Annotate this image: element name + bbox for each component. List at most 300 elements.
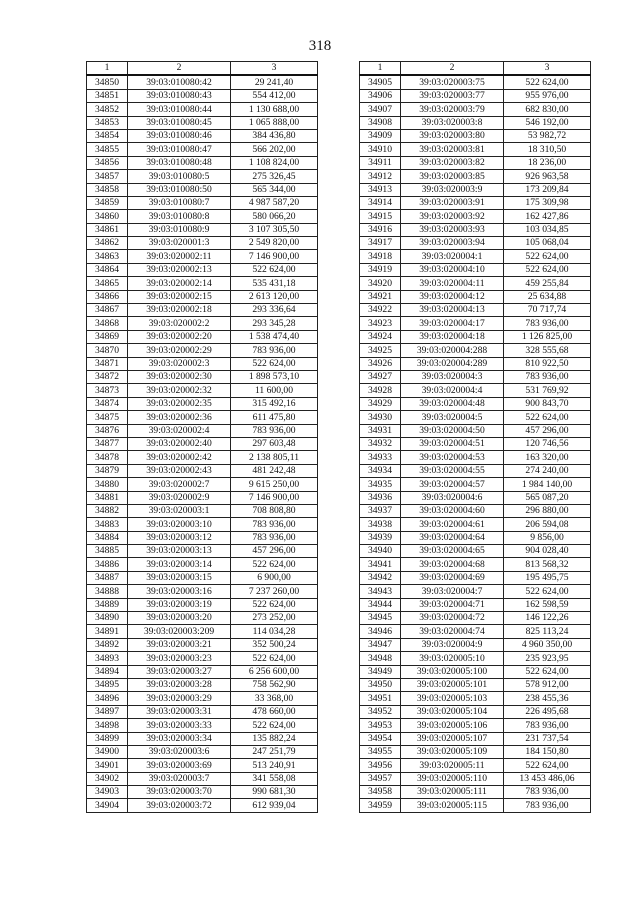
table-row <box>87 451 318 464</box>
table-row <box>360 277 591 290</box>
value-cell: 18 310,50 <box>504 143 591 156</box>
cadastral-number-cell: 39:03:020003:31 <box>128 705 231 718</box>
table-row <box>360 103 591 116</box>
table-row <box>87 397 318 410</box>
value-cell: 7 237 260,00 <box>231 585 318 598</box>
table-row <box>360 330 591 343</box>
table-row <box>87 304 318 317</box>
row-number-cell: 34934 <box>360 464 401 477</box>
register-table-left <box>86 61 318 813</box>
cadastral-number-cell: 39:03:020003:80 <box>401 129 504 142</box>
value-cell: 531 769,92 <box>504 384 591 397</box>
value-cell: 2 613 120,00 <box>231 290 318 303</box>
value-cell: 904 028,40 <box>504 545 591 558</box>
table-row <box>87 772 318 785</box>
row-number-cell: 34915 <box>360 210 401 223</box>
value-cell: 926 963,58 <box>504 170 591 183</box>
row-number-cell: 34929 <box>360 397 401 410</box>
value-cell: 522 624,00 <box>231 263 318 276</box>
table-row <box>360 183 591 196</box>
value-cell: 114 034,28 <box>231 625 318 638</box>
value-cell: 3 107 305,50 <box>231 223 318 236</box>
value-cell: 783 936,00 <box>504 317 591 330</box>
cadastral-number-cell: 39:03:020003:1 <box>128 504 231 517</box>
value-cell: 565 344,00 <box>231 183 318 196</box>
table-row <box>360 304 591 317</box>
row-number-cell: 34907 <box>360 103 401 116</box>
row-number-cell: 34945 <box>360 612 401 625</box>
table-row <box>87 598 318 611</box>
row-number-cell: 34877 <box>87 437 128 450</box>
cadastral-number-cell: 39:03:020003:72 <box>128 799 231 812</box>
table-row <box>87 665 318 678</box>
row-number-cell: 34891 <box>87 625 128 638</box>
table-row <box>360 652 591 665</box>
row-number-cell: 34935 <box>360 478 401 491</box>
value-cell: 247 251,79 <box>231 745 318 758</box>
table-row <box>360 156 591 169</box>
table-row <box>360 678 591 691</box>
table-row <box>87 786 318 799</box>
table-row <box>87 464 318 477</box>
row-number-cell: 34939 <box>360 531 401 544</box>
table-row <box>87 652 318 665</box>
row-number-cell: 34879 <box>87 464 128 477</box>
row-number-cell: 34920 <box>360 277 401 290</box>
table-row <box>360 237 591 250</box>
row-number-cell: 34886 <box>87 558 128 571</box>
table-row <box>87 585 318 598</box>
cadastral-number-cell: 39:03:020004:7 <box>401 585 504 598</box>
value-cell: 103 034,85 <box>504 223 591 236</box>
cadastral-number-cell: 39:03:020003:23 <box>128 652 231 665</box>
cadastral-number-cell: 39:03:020003:82 <box>401 156 504 169</box>
cadastral-number-cell: 39:03:020004:50 <box>401 424 504 437</box>
row-number-cell: 34926 <box>360 357 401 370</box>
table-row <box>360 531 591 544</box>
value-cell: 522 624,00 <box>231 558 318 571</box>
value-cell: 195 495,75 <box>504 571 591 584</box>
cadastral-number-cell: 39:03:020005:11 <box>401 759 504 772</box>
row-number-cell: 34876 <box>87 424 128 437</box>
table-row <box>87 437 318 450</box>
table-row <box>87 719 318 732</box>
table-row <box>87 210 318 223</box>
value-cell: 18 236,00 <box>504 156 591 169</box>
table-row <box>87 612 318 625</box>
table-row <box>360 518 591 531</box>
cadastral-number-cell: 39:03:020004:13 <box>401 304 504 317</box>
value-cell: 783 936,00 <box>231 424 318 437</box>
cadastral-number-cell: 39:03:010080:42 <box>128 75 231 89</box>
row-number-cell: 34893 <box>87 652 128 665</box>
table-row <box>87 759 318 772</box>
row-number-cell: 34899 <box>87 732 128 745</box>
table-row <box>87 237 318 250</box>
row-number-cell: 34950 <box>360 678 401 691</box>
table-row <box>360 344 591 357</box>
row-number-cell: 34896 <box>87 692 128 705</box>
value-cell: 274 240,00 <box>504 464 591 477</box>
value-cell: 341 558,08 <box>231 772 318 785</box>
table-row <box>360 625 591 638</box>
table-row <box>87 116 318 129</box>
cadastral-number-cell: 39:03:020005:103 <box>401 692 504 705</box>
table-row <box>87 545 318 558</box>
table-row <box>87 370 318 383</box>
row-number-cell: 34910 <box>360 143 401 156</box>
row-number-cell: 34922 <box>360 304 401 317</box>
table-row <box>87 196 318 209</box>
row-number-cell: 34888 <box>87 585 128 598</box>
row-number-cell: 34872 <box>87 370 128 383</box>
row-number-cell: 34857 <box>87 170 128 183</box>
cadastral-number-cell: 39:03:010080:9 <box>128 223 231 236</box>
row-number-cell: 34912 <box>360 170 401 183</box>
value-cell: 546 192,00 <box>504 116 591 129</box>
table-row <box>360 290 591 303</box>
table-row <box>360 545 591 558</box>
value-cell: 6 900,00 <box>231 571 318 584</box>
row-number-cell: 34925 <box>360 344 401 357</box>
value-cell: 1 108 824,00 <box>231 156 318 169</box>
row-number-cell: 34867 <box>87 304 128 317</box>
value-cell: 238 455,36 <box>504 692 591 705</box>
header-col-2: 2 <box>401 62 504 76</box>
row-number-cell: 34869 <box>87 330 128 343</box>
table-row <box>87 625 318 638</box>
value-cell: 522 624,00 <box>504 250 591 263</box>
cadastral-number-cell: 39:03:010080:44 <box>128 103 231 116</box>
row-number-cell: 34866 <box>87 290 128 303</box>
value-cell: 352 500,24 <box>231 638 318 651</box>
cadastral-number-cell: 39:03:020004:48 <box>401 397 504 410</box>
cadastral-number-cell: 39:03:020004:72 <box>401 612 504 625</box>
row-number-cell: 34898 <box>87 719 128 732</box>
row-number-cell: 34873 <box>87 384 128 397</box>
value-cell: 580 066,20 <box>231 210 318 223</box>
cadastral-number-cell: 39:03:020003:85 <box>401 170 504 183</box>
table-row <box>87 317 318 330</box>
value-cell: 758 562,90 <box>231 678 318 691</box>
table-row <box>360 692 591 705</box>
row-number-cell: 34900 <box>87 745 128 758</box>
cadastral-number-cell: 39:03:020003:27 <box>128 665 231 678</box>
cadastral-number-cell: 39:03:020001:3 <box>128 237 231 250</box>
cadastral-number-cell: 39:03:020003:69 <box>128 759 231 772</box>
header-col-1: 1 <box>360 62 401 76</box>
value-cell: 1 126 825,00 <box>504 330 591 343</box>
row-number-cell: 34913 <box>360 183 401 196</box>
cadastral-number-cell: 39:03:020004:69 <box>401 571 504 584</box>
row-number-cell: 34874 <box>87 397 128 410</box>
row-number-cell: 34850 <box>87 75 128 89</box>
table-row <box>87 103 318 116</box>
table-row <box>360 571 591 584</box>
cadastral-number-cell: 39:03:020003:21 <box>128 638 231 651</box>
value-cell: 33 368,00 <box>231 692 318 705</box>
cadastral-number-cell: 39:03:020002:9 <box>128 491 231 504</box>
value-cell: 173 209,84 <box>504 183 591 196</box>
cadastral-number-cell: 39:03:010080:47 <box>128 143 231 156</box>
cadastral-number-cell: 39:03:020002:32 <box>128 384 231 397</box>
value-cell: 612 939,04 <box>231 799 318 812</box>
table-row <box>360 464 591 477</box>
table-row <box>87 478 318 491</box>
row-number-cell: 34931 <box>360 424 401 437</box>
row-number-cell: 34859 <box>87 196 128 209</box>
cadastral-number-cell: 39:03:020002:40 <box>128 437 231 450</box>
value-cell: 105 068,04 <box>504 237 591 250</box>
cadastral-number-cell: 39:03:020004:5 <box>401 411 504 424</box>
value-cell: 1 130 688,00 <box>231 103 318 116</box>
row-number-cell: 34875 <box>87 411 128 424</box>
table-row <box>87 424 318 437</box>
cadastral-number-cell: 39:03:020005:106 <box>401 719 504 732</box>
cadastral-number-cell: 39:03:020002:14 <box>128 277 231 290</box>
table-row <box>360 504 591 517</box>
cadastral-number-cell: 39:03:020005:110 <box>401 772 504 785</box>
row-number-cell: 34940 <box>360 545 401 558</box>
table-row <box>87 250 318 263</box>
value-cell: 459 255,84 <box>504 277 591 290</box>
row-number-cell: 34863 <box>87 250 128 263</box>
value-cell: 457 296,00 <box>231 545 318 558</box>
header-row <box>360 62 591 76</box>
cadastral-number-cell: 39:03:020002:30 <box>128 370 231 383</box>
cadastral-number-cell: 39:03:020005:115 <box>401 799 504 812</box>
value-cell: 783 936,00 <box>504 370 591 383</box>
header-col-3: 3 <box>504 62 591 76</box>
row-number-cell: 34881 <box>87 491 128 504</box>
table-row <box>87 504 318 517</box>
cadastral-number-cell: 39:03:020004:3 <box>401 370 504 383</box>
value-cell: 783 936,00 <box>231 518 318 531</box>
row-number-cell: 34918 <box>360 250 401 263</box>
table-row <box>87 170 318 183</box>
cadastral-number-cell: 39:03:020002:2 <box>128 317 231 330</box>
table-row <box>360 357 591 370</box>
value-cell: 783 936,00 <box>504 786 591 799</box>
table-row <box>360 223 591 236</box>
table-row <box>87 692 318 705</box>
value-cell: 522 624,00 <box>504 263 591 276</box>
value-cell: 13 453 486,06 <box>504 772 591 785</box>
value-cell: 226 495,68 <box>504 705 591 718</box>
cadastral-number-cell: 39:03:020005:104 <box>401 705 504 718</box>
cadastral-number-cell: 39:03:020004:74 <box>401 625 504 638</box>
row-number-cell: 34916 <box>360 223 401 236</box>
value-cell: 315 492,16 <box>231 397 318 410</box>
cadastral-number-cell: 39:03:020003:70 <box>128 786 231 799</box>
table-row <box>87 411 318 424</box>
cadastral-number-cell: 39:03:010080:7 <box>128 196 231 209</box>
cadastral-number-cell: 39:03:020003:209 <box>128 625 231 638</box>
value-cell: 184 150,80 <box>504 745 591 758</box>
row-number-cell: 34868 <box>87 317 128 330</box>
row-number-cell: 34855 <box>87 143 128 156</box>
table-row <box>360 478 591 491</box>
table-row <box>360 411 591 424</box>
table-row <box>360 451 591 464</box>
table-row <box>87 571 318 584</box>
value-cell: 4 960 350,00 <box>504 638 591 651</box>
table-row <box>87 678 318 691</box>
value-cell: 275 326,45 <box>231 170 318 183</box>
row-number-cell: 34954 <box>360 732 401 745</box>
cadastral-number-cell: 39:03:020002:36 <box>128 411 231 424</box>
value-cell: 7 146 900,00 <box>231 491 318 504</box>
row-number-cell: 34871 <box>87 357 128 370</box>
row-number-cell: 34853 <box>87 116 128 129</box>
table-row <box>360 263 591 276</box>
row-number-cell: 34895 <box>87 678 128 691</box>
row-number-cell: 34852 <box>87 103 128 116</box>
cadastral-number-cell: 39:03:020003:7 <box>128 772 231 785</box>
cadastral-number-cell: 39:03:020003:19 <box>128 598 231 611</box>
cadastral-number-cell: 39:03:020002:4 <box>128 424 231 437</box>
cadastral-number-cell: 39:03:020003:29 <box>128 692 231 705</box>
row-number-cell: 34892 <box>87 638 128 651</box>
cadastral-number-cell: 39:03:020004:57 <box>401 478 504 491</box>
value-cell: 783 936,00 <box>231 531 318 544</box>
table-row <box>87 183 318 196</box>
cadastral-number-cell: 39:03:020003:13 <box>128 545 231 558</box>
value-cell: 522 624,00 <box>231 652 318 665</box>
value-cell: 955 976,00 <box>504 89 591 102</box>
table-row <box>360 196 591 209</box>
value-cell: 522 624,00 <box>231 357 318 370</box>
table-row <box>360 437 591 450</box>
value-cell: 162 427,86 <box>504 210 591 223</box>
value-cell: 565 087,20 <box>504 491 591 504</box>
value-cell: 1 065 888,00 <box>231 116 318 129</box>
value-cell: 135 882,24 <box>231 732 318 745</box>
row-number-cell: 34880 <box>87 478 128 491</box>
row-number-cell: 34957 <box>360 772 401 785</box>
value-cell: 293 345,28 <box>231 317 318 330</box>
cadastral-number-cell: 39:03:020005:107 <box>401 732 504 745</box>
row-number-cell: 34917 <box>360 237 401 250</box>
value-cell: 682 830,00 <box>504 103 591 116</box>
table-row <box>360 397 591 410</box>
value-cell: 9 615 250,00 <box>231 478 318 491</box>
table-row <box>360 732 591 745</box>
cadastral-number-cell: 39:03:020003:20 <box>128 612 231 625</box>
cadastral-number-cell: 39:03:020002:29 <box>128 344 231 357</box>
row-number-cell: 34887 <box>87 571 128 584</box>
value-cell: 235 923,95 <box>504 652 591 665</box>
cadastral-number-cell: 39:03:020004:68 <box>401 558 504 571</box>
row-number-cell: 34928 <box>360 384 401 397</box>
row-number-cell: 34921 <box>360 290 401 303</box>
table-row <box>87 330 318 343</box>
value-cell: 273 252,00 <box>231 612 318 625</box>
header-col-1: 1 <box>87 62 128 76</box>
table-row <box>87 384 318 397</box>
value-cell: 522 624,00 <box>231 719 318 732</box>
table-row <box>87 705 318 718</box>
table-row <box>360 370 591 383</box>
value-cell: 1 538 474,40 <box>231 330 318 343</box>
row-number-cell: 34941 <box>360 558 401 571</box>
value-cell: 810 922,50 <box>504 357 591 370</box>
row-number-cell: 34944 <box>360 598 401 611</box>
table-row <box>360 799 591 812</box>
row-number-cell: 34947 <box>360 638 401 651</box>
row-number-cell: 34932 <box>360 437 401 450</box>
cadastral-number-cell: 39:03:010080:43 <box>128 89 231 102</box>
cadastral-number-cell: 39:03:020004:71 <box>401 598 504 611</box>
row-number-cell: 34901 <box>87 759 128 772</box>
row-number-cell: 34914 <box>360 196 401 209</box>
table-row <box>87 531 318 544</box>
row-number-cell: 34885 <box>87 545 128 558</box>
value-cell: 2 138 805,11 <box>231 451 318 464</box>
row-number-cell: 34930 <box>360 411 401 424</box>
table-row <box>87 89 318 102</box>
row-number-cell: 34864 <box>87 263 128 276</box>
cadastral-number-cell: 39:03:010080:46 <box>128 129 231 142</box>
cadastral-number-cell: 39:03:020003:10 <box>128 518 231 531</box>
row-number-cell: 34909 <box>360 129 401 142</box>
cadastral-number-cell: 39:03:020003:77 <box>401 89 504 102</box>
value-cell: 163 320,00 <box>504 451 591 464</box>
cadastral-number-cell: 39:03:020003:28 <box>128 678 231 691</box>
table-row <box>87 638 318 651</box>
value-cell: 481 242,48 <box>231 464 318 477</box>
cadastral-number-cell: 39:03:020004:55 <box>401 464 504 477</box>
row-number-cell: 34911 <box>360 156 401 169</box>
value-cell: 328 555,68 <box>504 344 591 357</box>
cadastral-number-cell: 39:03:020004:4 <box>401 384 504 397</box>
row-number-cell: 34948 <box>360 652 401 665</box>
cadastral-number-cell: 39:03:010080:8 <box>128 210 231 223</box>
cadastral-number-cell: 39:03:020004:288 <box>401 344 504 357</box>
value-cell: 11 600,00 <box>231 384 318 397</box>
value-cell: 175 309,98 <box>504 196 591 209</box>
cadastral-number-cell: 39:03:020003:94 <box>401 237 504 250</box>
row-number-cell: 34906 <box>360 89 401 102</box>
value-cell: 783 936,00 <box>504 799 591 812</box>
cadastral-number-cell: 39:03:020002:11 <box>128 250 231 263</box>
row-number-cell: 34946 <box>360 625 401 638</box>
cadastral-number-cell: 39:03:020005:109 <box>401 745 504 758</box>
value-cell: 478 660,00 <box>231 705 318 718</box>
cadastral-number-cell: 39:03:020002:15 <box>128 290 231 303</box>
cadastral-number-cell: 39:03:020003:16 <box>128 585 231 598</box>
cadastral-number-cell: 39:03:020004:12 <box>401 290 504 303</box>
cadastral-number-cell: 39:03:020004:11 <box>401 277 504 290</box>
cadastral-number-cell: 39:03:020004:61 <box>401 518 504 531</box>
table-row <box>360 612 591 625</box>
cadastral-number-cell: 39:03:020005:10 <box>401 652 504 665</box>
table-row <box>360 317 591 330</box>
table-row <box>360 89 591 102</box>
value-cell: 120 746,56 <box>504 437 591 450</box>
value-cell: 146 122,26 <box>504 612 591 625</box>
table-row <box>87 143 318 156</box>
cadastral-number-cell: 39:03:020004:9 <box>401 638 504 651</box>
cadastral-number-cell: 39:03:020002:35 <box>128 397 231 410</box>
cadastral-number-cell: 39:03:020004:51 <box>401 437 504 450</box>
table-row <box>360 75 591 89</box>
cadastral-number-cell: 39:03:020002:42 <box>128 451 231 464</box>
cadastral-number-cell: 39:03:020004:53 <box>401 451 504 464</box>
table-row <box>360 759 591 772</box>
cadastral-number-cell: 39:03:020002:3 <box>128 357 231 370</box>
table-row <box>87 156 318 169</box>
